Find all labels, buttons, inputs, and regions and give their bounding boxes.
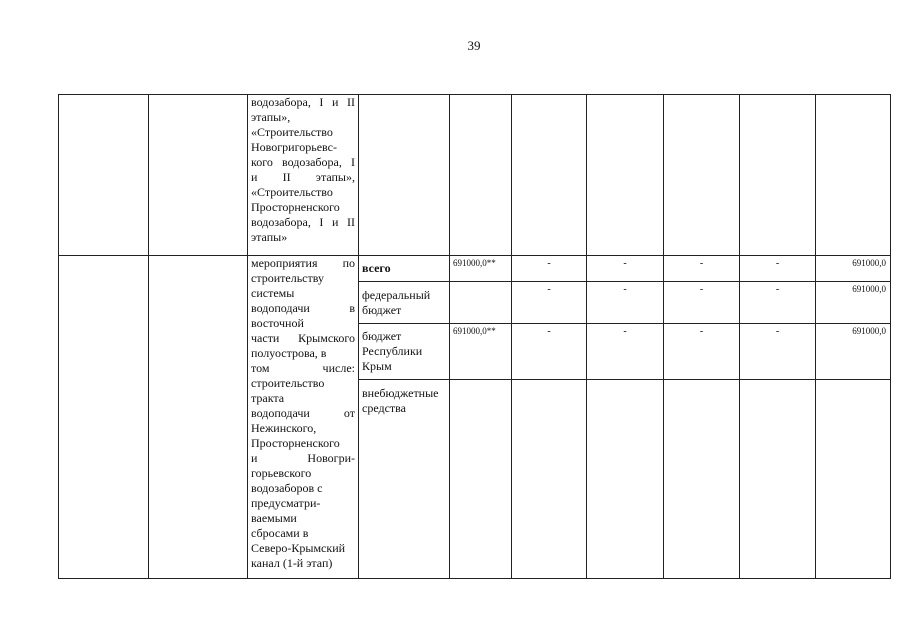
activity-text-line: строительству [251, 271, 324, 285]
cell-year-2-value: - [587, 282, 664, 324]
activity-text-line: Новогригорьевс- [251, 140, 337, 154]
cell-year-1-value: - [512, 282, 587, 324]
cell-source-label: бюджет Республики Крым [359, 324, 450, 380]
activity-text-line: водоподачи в [251, 301, 355, 315]
activity-text-line: части Крымского [251, 331, 355, 345]
activity-text-line: том числе: [251, 361, 355, 375]
program-table [58, 94, 891, 579]
cell-year-2-value: - [587, 256, 664, 282]
table-row-source-total [59, 256, 891, 282]
cell-total-value [450, 380, 512, 579]
cell-source-label: внебюджетные средства [359, 380, 450, 579]
activity-text-line: и II этапы», [251, 170, 355, 184]
cell-year-5-value: 691000,0 [816, 324, 891, 380]
cell-number [59, 95, 149, 256]
page-number: 39 [467, 38, 481, 53]
activity-text-line: «Строительство [251, 125, 333, 139]
cell-year-1-value [512, 380, 587, 579]
cell-year-4-value: - [740, 256, 816, 282]
activity-text-line: Просторненского [251, 200, 340, 214]
cell-name [149, 95, 248, 256]
activity-text-line: ваемыми [251, 511, 297, 525]
activity-text-line: мероприятия по [251, 256, 355, 270]
cell-year-4-value: - [740, 324, 816, 380]
cell-year-3-value: - [664, 282, 740, 324]
cell-year-3 [664, 95, 740, 256]
cell-year-2 [587, 95, 664, 256]
cell-year-3-value: - [664, 324, 740, 380]
cell-year-1-value: - [512, 324, 587, 380]
activity-text-line: тракта [251, 391, 285, 405]
activity-text-line: предусматри- [251, 496, 321, 510]
activity-text-line: этапы», [251, 110, 291, 124]
activity-text-line: водозабора, I и II [251, 215, 355, 229]
activity-text-line: Просторненского [251, 436, 340, 450]
activity-text-line: водозабора, I и II [251, 95, 355, 109]
activity-text-line: восточной [251, 316, 304, 330]
activity-text-line: канал (1-й этап) [251, 556, 333, 570]
cell-year-3-value [664, 380, 740, 579]
activity-text-line: и Новогри- [251, 451, 355, 465]
activity-text-line: полуострова, в [251, 346, 327, 360]
cell-total-value [450, 282, 512, 324]
activity-text-line: Северо-Крымский [251, 541, 346, 555]
activity-text-line: Нежинского, [251, 421, 317, 435]
cell-total [450, 95, 512, 256]
cell-year-4-value: - [740, 282, 816, 324]
cell-year-4 [740, 95, 816, 256]
cell-activity-text [248, 95, 359, 256]
activity-text-line: этапы» [251, 230, 288, 244]
cell-name [149, 256, 248, 579]
activity-text-line: системы [251, 286, 295, 300]
cell-year-5-value [816, 380, 891, 579]
activity-text-line: горьевского [251, 466, 312, 480]
table-row-continued-objects [59, 95, 891, 256]
activity-text-line: сбросами в [251, 526, 309, 540]
cell-year-5-value: 691000,0 [816, 256, 891, 282]
cell-year-5 [816, 95, 891, 256]
cell-total-value: 691000,0** [450, 256, 512, 282]
cell-year-2-value [587, 380, 664, 579]
cell-total-value: 691000,0** [450, 324, 512, 380]
cell-year-1 [512, 95, 587, 256]
cell-year-5-value: 691000,0 [816, 282, 891, 324]
cell-source-label: всего [359, 256, 450, 282]
activity-text-line: водозаборов с [251, 481, 323, 495]
cell-number [59, 256, 149, 579]
cell-activity-text [248, 256, 359, 579]
activity-text-line: водоподачи от [251, 406, 355, 420]
cell-source-label: федеральный бюджет [359, 282, 450, 324]
cell-source [359, 95, 450, 256]
cell-year-3-value: - [664, 256, 740, 282]
activity-text-line: «Строительство [251, 185, 333, 199]
cell-year-1-value: - [512, 256, 587, 282]
cell-year-2-value: - [587, 324, 664, 380]
activity-text-line: кого водозабора, I [251, 155, 355, 169]
activity-text-line: строительство [251, 376, 325, 390]
cell-year-4-value [740, 380, 816, 579]
